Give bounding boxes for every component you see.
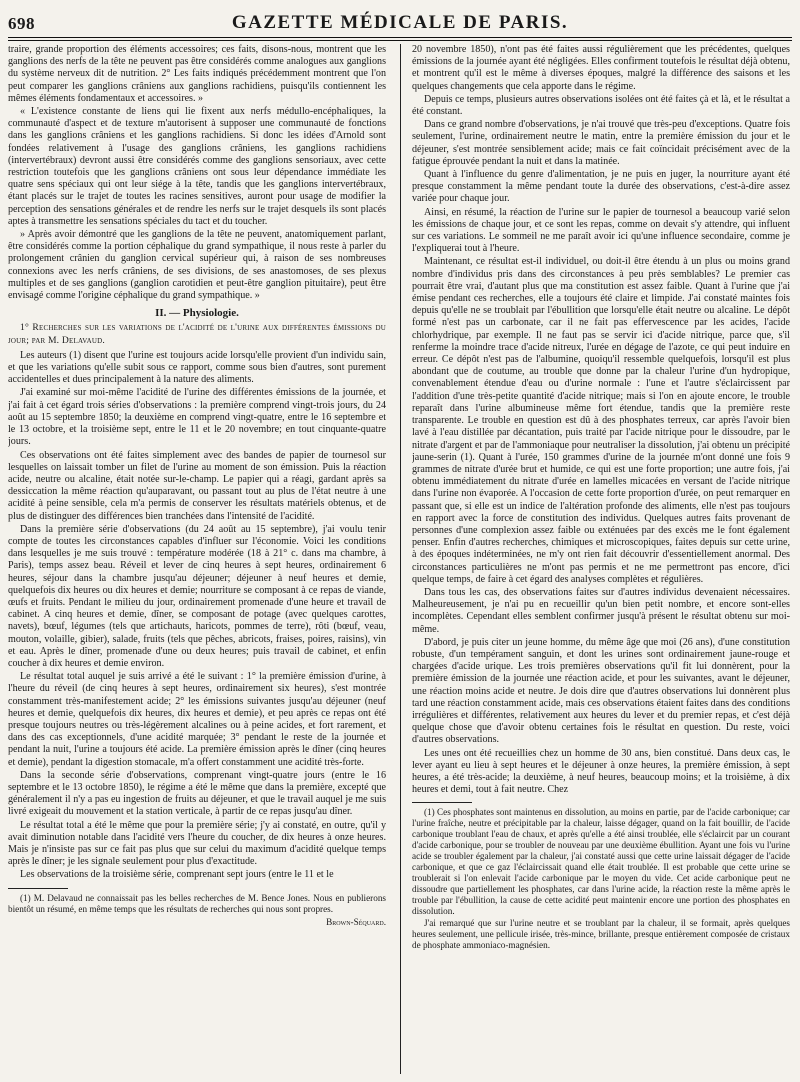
column-divider bbox=[400, 44, 401, 1074]
article-subheading bbox=[8, 322, 386, 346]
page-number: 698 bbox=[8, 14, 35, 33]
right-paragraph-6: Maintenant, ce résultat est-il individuel, ou doit-il être étendu à un plus ou moins grand nombre d'individus pris dans des circonstances à peu près semblables? Le premier cas pourrait être vrai, d'autant plus que ma constitution est assez faible. Quant à l'urine que j'ai émise pendant ces recherches, elle a toujours été claire et limpide. J'ai constaté maintes fois depuis qu'elle ne se troublait par l'ébullition que lorsqu'elle était neutre ou alcaline. Le dépôt formé n'est pas un carbonate, car il ne fait pas effervescence par les acides, l'acide chlorhydrique, par exemple. Il ne faut pas se servir ici d'acide nitrique, parce que, s'il renferme la moindre trace d'acide nitreux, l'urée en dégage de l'azote, ce qui peut induire en erreur. Ce dépôt n'est pas de l'albumine, quoiqu'il ressemble quelquefois, lorsqu'il est plus abondant que de coutume, au trouble que donne par la chaleur l'urine d'un hydropique, convenablement étendue d'eau ou d'urine normale : l'une et l'autre s'éclaircissent par l'addition d'une très-petite quantité d'acide nitrique; mais si l'on en ajoute encore, le trouble reparaît dans l'urine albumineuse même fort étendue, tandis que la première reste transparente. Le trouble en question est dû à des phosphates terreux, car après l'avoir bien lavé à l'eau distillée par décantation, puis traité par l'acide nitrique pour le dissoudre, par le nitrate d'argent et par de l'ammoniaque pour neutraliser la dissolution, j'ai obtenu un précipité jaune-serin (1). Quant à l'urée, 150 grammes d'urine de la journée m'ont donné une fois 9 grammes de nitrate d'urée brut et humide, ce qui est une forte proportion; une autre fois, j'ai obtenu immédiatement du nitrate d'urée en lamelles micacées en versant de l'acide nitrique dans l'urine non évaporée. A l'occasion de cette forte proportion d'urée, on peut remarquer en passant que, si elle est un indice de l'altération profonde des aliments, elle n'est pas toujours en rapport avec la force de constitution des individus. Quelques autres faits provenant de personnes d'une complexion assez faible ou exténuées par des excès me le font également penser. Enfin d'autres recherches, chimiques et microscopiques, faites depuis sur cette urine, à des époques indéterminées, ne m'y ont rien fait découvrir d'essentiellement anormal. Des circonstances particulières ne m'ont pas permis et ne me permettront pas encore, d'ici quelque temps, de faire à cet égard des analyses complètes et régulières. bbox=[412, 256, 790, 585]
footnote-separator bbox=[8, 888, 68, 889]
section-heading: II. — Physiologie. bbox=[155, 307, 239, 320]
right-paragraph-3: Dans ce grand nombre d'observations, je n'ai trouvé que très-peu d'exceptions. Quatre fois seulement, l'urine, ordinairement neutre le matin, entre la première émission du jour et le déjeuner, s'est montrée sensiblement acide; mais ce fait coïncidait précisément avec de la fatigue éprouvée pendant la nuit et dans la matinée. bbox=[412, 119, 790, 167]
journal-title: GAZETTE MÉDICALE DE PARIS. bbox=[231, 12, 569, 33]
left-paragraph-1: traire, grande proportion des éléments accessoires; ces faits, disons-nous, montrent que les ganglions des nerfs de la tête ne peuvent pas être considérés comme analogues aux ganglions du système nerveux dit de nutrition. 2° Les faits indiqués précédemment montrent que l'on peut comparer les ganglions crâniens aux ganglions rachidiens, puisqu'ils contiennent les mêmes éléments fondamentaux et accessoires. » bbox=[8, 44, 386, 104]
right-column bbox=[412, 44, 790, 1076]
left-paragraph-2: « L'existence constante de liens qui lie fixent aux nerfs médullo-encéphaliques, la communauté d'aspect et de texture m'autorisent à supposer une communauté de fonctions dans les ganglions crâniens et les ganglions rachidiens. Si donc les idées d'Arnold sont fondées relativement à l'usage des ganglions crâniens, les ganglions rachidiens (intervertébraux) devront aussi être considérés comme des ganglions sensoriaux, avec cette restriction toutefois que les ganglions crâniens ont sous leur dépendance immédiate les quatre sens spéciaux qui ont leur siége à la tête, tandis que les ganglions intervertébraux, étant placés sur le trajet de toutes les racines sensitives, auront pour usage de modifier la perception des sensations générales et de rendre les nerfs sur le trajet desquels ils sont placés aptes à transmettre les sensations spéciales du tact et du toucher. bbox=[8, 106, 386, 227]
left-column bbox=[8, 44, 386, 1076]
left-paragraph-3: » Après avoir démontré que les ganglions de la tête ne peuvent, anatomiquement parlant, être considérés comme la portion céphalique du grand sympathique, il nous reste à parler du prolongement crânien du ganglion cervical supérieur qui, à raison de ses nombreuses connexions avec les nerfs crâniens, de ses divisions, de ses anastomoses, de ses plexus multiples et de ses ganglions (ganglion carotidien et peut-être ganglion pituitaire), peut être envisagé comme l'origine céphalique du grand sympathique. » bbox=[8, 229, 386, 302]
right-paragraph-7: Dans tous les cas, des observations faites sur d'autres individus devenaient nécessaires. Malheureusement, je n'ai pu en recueillir qu'un bien petit nombre, et encore sont-elles incomplètes. Cependant elles semblent confirmer jusqu'à présent le résultat obtenu sur moi-même. bbox=[412, 586, 790, 635]
left-paragraph-8: Le résultat total auquel je suis arrivé a été le suivant : 1° la première émission d'urine, à l'heure du réveil (de cinq heures à sept heures, ordinairement six heures), s'est montrée constamment très-manifestement acide; 2° les émissions suivantes jusqu'au déjeuner (neuf heures et demie, quelquefois dix heures, dix heures et demie), et peu après ce repas ont été presque toujours neutres ou très-légèrement alcalines ou à peine acides, et fort rarement, et dans des cas exceptionnels, d'une acidité marquée; 3° pendant le reste de la journée et pendant la nuit, l'urine a toujours été acide. La première émission après le dîner (cinq heures et demie), pendant la digestion stomacale, m'a offert constamment une acidité très-forte. bbox=[8, 671, 386, 768]
footnote-signature: Brown-Séquard. bbox=[326, 916, 386, 927]
left-paragraph-6: Ces observations ont été faites simplement avec des bandes de papier de tournesol sur lesquelles on laissait tomber un filet de l'urine au moment de son émission. Puis la réaction acide, neutre ou alcaline, était notée sur-le-champ. Le papier qui a réagi, gardant après sa dessiccation la même réaction qu'auparavant, ou passant tout au plus de l'état neutre à une acidité à peine sensible, cela m'a permis de conserver les résultats matériels obtenus, et de plus de distinguer des différences bien tranchées dans l'intensité de l'acidité. bbox=[8, 449, 386, 522]
left-paragraph-9: Dans la seconde série d'observations, comprenant vingt-quatre jours (entre le 16 septembre et le 13 octobre 1850), le régime a été le même que dans la première, excepté que généralement il n'y a pas eu ingestion de fruits au déjeuner, et que le travail auquel je me suis livré exigeait du mouvement et la station verticale, à partir de ce repas jusqu'au dîner. bbox=[8, 769, 386, 818]
footnote-separator-right bbox=[412, 802, 472, 803]
right-footnote-1: (1) Ces phosphates sont maintenus en dissolution, au moins en partie, par de l'acide carbonique; car l'urine fraîche, neutre et précipitable par la chaleur, laisse dégager, quand on la fait bouillir, de l'acide carbonique troublant l'eau de chaux, et après qu'elle a été ainsi troublée, elle s'éclaircit par un courant d'acide carbonique, pour se troubler de nouveau par une deuxième ébullition. Ayant une fois vu l'urine acide se troubler également par la chaleur, j'ai constaté aussi que cette urine laissait dégager de l'acide carbonique, et que ce gaz l'éclaircissait quand elle était troublée. Il est probable que cette urine se troublerait si l'on enlevait l'acide carbonique par le moyen du vide. Cet acide carbonique peut ne dissoudre que partiellement les phosphates, car dans l'urine acide, la réaction reste la même après le trouble par l'ébullition, la cause de cette acidité peut maintenir encore une portion des phosphates en dissolution. bbox=[412, 807, 790, 917]
left-paragraph-4: Les auteurs (1) disent que l'urine est toujours acide lorsqu'elle provient d'un individu sain, et que les variations qu'elle subit sous ce rapport, comme sous bien d'autres, sont purement accidentelles et dues principalement à la nature des aliments. bbox=[8, 349, 386, 386]
left-footnote: (1) M. Delavaud ne connaissait pas les belles recherches de M. Bence Jones. Nous en publierons bientôt un résumé, en même temps que les résultats de recherches qui nous sont propres. bbox=[8, 892, 386, 914]
right-paragraph-2: Depuis ce temps, plusieurs autres observations isolées ont été faites çà et là, et le résultat a été constant. bbox=[412, 93, 790, 118]
article-subheading-text: 1° Recherches sur les variations de l'acidité de l'urine aux différentes émissions du jour; par M. Delavaud. bbox=[8, 322, 386, 346]
left-paragraph-7: Dans la première série d'observations (du 24 août au 15 septembre), j'ai voulu tenir compte de toutes les circonstances capables d'influer sur l'économie. Voici les conditions dans lesquelles je me suis trouvé : température modérée (18 à 21° c. dans ma chambre, à Paris), temps assez beau. Réveil et lever de cinq heures à sept heures, ordinairement 6 heures, séjour dans la chambre jusqu'au déjeuner; déjeuner à neuf heures et demie, quelquefois dix heures ou dix heures et demie; nourriture se composant à ce repas de viande, œufs et fruits. Pendant le milieu du jour, ordinairement promenade d'une heure et travail de cabinet. A cinq heures et demie, dîner, se composant de potage (avec quelques carottes, navets), bœuf, légumes (tels que artichauts, haricots, pommes de terre), rôti (bœuf, veau, mouton, volaille, gibier), salade, fruits (tels que pêches, abricots, fraises, poires, raisins), vin et eau. Après le dîner, promenade d'une ou deux heures; puis travail de cabinet, et enfin coucher à dix heures et demie environ. bbox=[8, 523, 386, 669]
right-paragraph-1: 20 novembre 1850), n'ont pas été faites aussi régulièrement que les précédentes, quelques émissions de la journée ayant été négligées. Elles confirment toutefois le résultat déjà obtenu, et montrent qu'il est le même à diverses époques, malgré la différence des saisons et les quelques changements que cela apporte dans le régime. bbox=[412, 44, 790, 92]
header-rule bbox=[8, 37, 792, 41]
page-header bbox=[8, 6, 792, 34]
right-paragraph-4: Quant à l'influence du genre d'alimentation, je ne puis en juger, la nourriture ayant été presque constamment la même pendant toute la durée des observations, c'est-à-dire assez variée pour chaque jour. bbox=[412, 169, 790, 205]
right-paragraph-9: Les unes ont été recueillies chez un homme de 30 ans, bien constitué. Dans deux cas, le lever ayant eu lieu à sept heures et le déjeuner à onze heures, la première émission, à sept heures, a été très-acide; la deuxième, à neuf heures, beaucoup moins; et la troisième, à dix heures et demi, tout à fait neutre. Chez bbox=[412, 747, 790, 796]
left-paragraph-10: Le résultat total a été le même que pour la première série; j'y ai constaté, en outre, qu'il y avait diminution notable dans l'acidité vers l'heure du coucher, de dix heures à onze heures. Mais je n'insiste pas sur ce fait pas plus que sur celui du maximum d'acidité quelque temps après le dîner; je les signale seulement pour plus d'exactitude. bbox=[8, 819, 386, 868]
right-footnote-2: J'ai remarqué que sur l'urine neutre et se troublant par la chaleur, il se formait, après quelques heures seulement, une pellicule irisée, très-mince, brillante, presque entièrement composée de cristaux de phosphate ammoniaco-magnésien. bbox=[412, 918, 790, 951]
left-paragraph-11: Les observations de la troisième série, comprenant sept jours (entre le 11 et le bbox=[20, 869, 334, 881]
right-paragraph-5: Ainsi, en résumé, la réaction de l'urine sur le papier de tournesol a beaucoup varié selon les émissions de chaque jour, et ce sont les repas, comme on devait s'y attendre, qui influent sur ces variations. Le sommeil ne me paraît avoir ici qu'une influence secondaire, comme je l'expliquerai tout à l'heure. bbox=[412, 206, 790, 255]
left-paragraph-5: J'ai examiné sur moi-même l'acidité de l'urine des différentes émissions de la journée, et j'ai fait à cet égard trois séries d'observations : la première comprend vingt-trois jours, du 24 août au 15 septembre 1850; la deuxième en comprend vingt-quatre, entre le 16 septembre et le 13 octobre, et la troisième sept, entre le 11 et le 20 novembre; en tout cinquante-quatre jours. bbox=[8, 387, 386, 448]
right-paragraph-8: D'abord, je puis citer un jeune homme, du même âge que moi (26 ans), d'une constitution robuste, d'un tempérament sanguin, et dont les urines sont ordinairement jaune-rouge et chargées d'acide urique. Les trois premières observations qu'il fit lui donnèrent, pour la première émission de la journée une réaction acide, et pour les suivantes, avant le déjeuner, une réaction moins acide et neutre. Je dois dire que d'autres observations lui donnèrent plus tard une réaction constamment acide, mais ces observations étaient faites dans des conditions irrégulières et différentes, relativement aux heures du lever et du premier repas, et c'est déjà quelque chose que d'avoir obtenu certaines fois le résultat en question. Du reste, voici d'autres observations. bbox=[412, 636, 790, 746]
